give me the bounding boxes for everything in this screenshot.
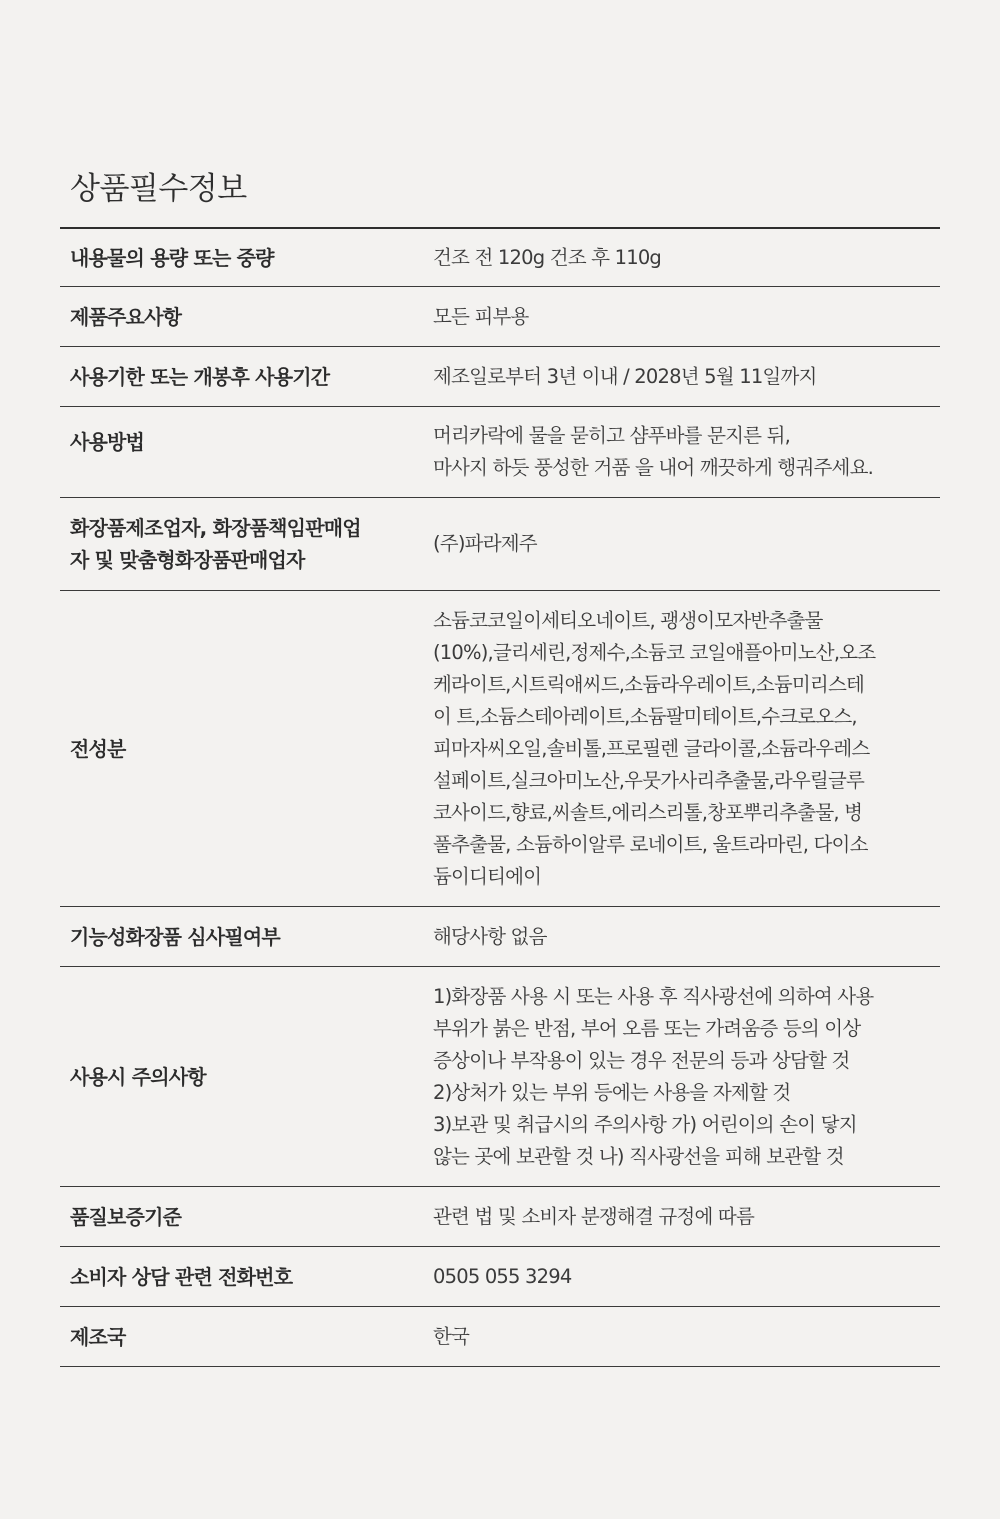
row-label: 품질보증기준 [70, 1204, 182, 1229]
table-row-expiry [60, 347, 940, 407]
row-label: 사용방법 [70, 430, 145, 454]
row-label: 제품주요사항 [70, 304, 182, 329]
table-row-manufacturer [60, 498, 940, 591]
row-value: 제조일로부터 3년 이내 / 2028년 5월 11일까지 [433, 364, 817, 388]
row-label: 기능성화장품 심사필여부 [70, 924, 280, 949]
row-label: 사용기한 또는 개봉후 사용기간 [70, 364, 330, 389]
row-label: 소비자 상담 관련 전화번호 [70, 1264, 293, 1289]
row-label: 전성분 [70, 736, 126, 761]
row-label: 제조국 [70, 1324, 126, 1349]
row-value: 건조 전 120g 건조 후 110g [433, 245, 662, 269]
row-value: 0505 055 3294 [433, 1264, 572, 1288]
row-label: 화장품제조업자, 화장품책임판매업 자 및 맞춤형화장품판매업자 [70, 516, 361, 572]
row-value: (주)파라제주 [433, 532, 537, 555]
table-row-phone [60, 1247, 940, 1307]
row-value: 모든 피부용 [433, 304, 529, 328]
table-row-quality [60, 1187, 940, 1247]
row-value: 머리카락에 물을 묻히고 샴푸바를 문지른 뒤, 마사지 하듯 풍성한 거품 을 내어 깨끗하게 행궈주세요. [433, 424, 874, 479]
table-row-main-info [60, 287, 940, 347]
row-label: 내용물의 용량 또는 중량 [70, 245, 274, 270]
product-info-table [60, 227, 940, 1367]
table-row-precautions [60, 967, 940, 1187]
row-value: 해당사항 없음 [433, 924, 547, 948]
row-value: 1)화장품 사용 시 또는 사용 후 직사광선에 의하여 사용 부위가 붉은 반점, 부어 오름 또는 가려움증 등의 이상 증상이나 부작용이 있는 경우 전문의 등과 상담할 것 2)상처가 있는 부위 등에는 사용을 자제할 것 3)보관 및 취급시의 주의사항 가) 어린이의 손이 닿지 않는 곳에 보관할 것 나) 직사광선을 피해 보관할 것 [433, 984, 874, 1168]
row-label: 사용시 주의사항 [70, 1064, 206, 1089]
table-row-ingredients [60, 591, 940, 907]
page-title: 상품필수정보 [70, 171, 247, 207]
row-value: 한국 [433, 1324, 470, 1348]
table-row-usage [60, 407, 940, 498]
table-row-capacity [60, 229, 940, 287]
table-row-country [60, 1307, 940, 1367]
table-row-functional [60, 907, 940, 967]
row-value: 관련 법 및 소비자 분쟁해결 규정에 따름 [433, 1204, 754, 1228]
row-value: 소듐코코일이세티오네이트, 괭생이모자반추출물 (10%),글리세린,정제수,소듐코 코일애플아미노산,오조 케라이트,시트릭애씨드,소듐라우레이트,소듐미리스테 이 트,소듐스테아레이트,소듐팔미테이트,수크로오스, 피마자씨오일,솔비톨,프로필렌 글라이콜,소듐라우레스 설페이트,실크아미노산,우뭇가사리추출물,라우릴글루 코사이드,향료,씨솔트,에리스리톨,창포뿌리추출물, 병 풀추출물, 소듐하이알루 로네이트, 울트라마린, 다이소 듐이디티에이 [433, 608, 876, 888]
